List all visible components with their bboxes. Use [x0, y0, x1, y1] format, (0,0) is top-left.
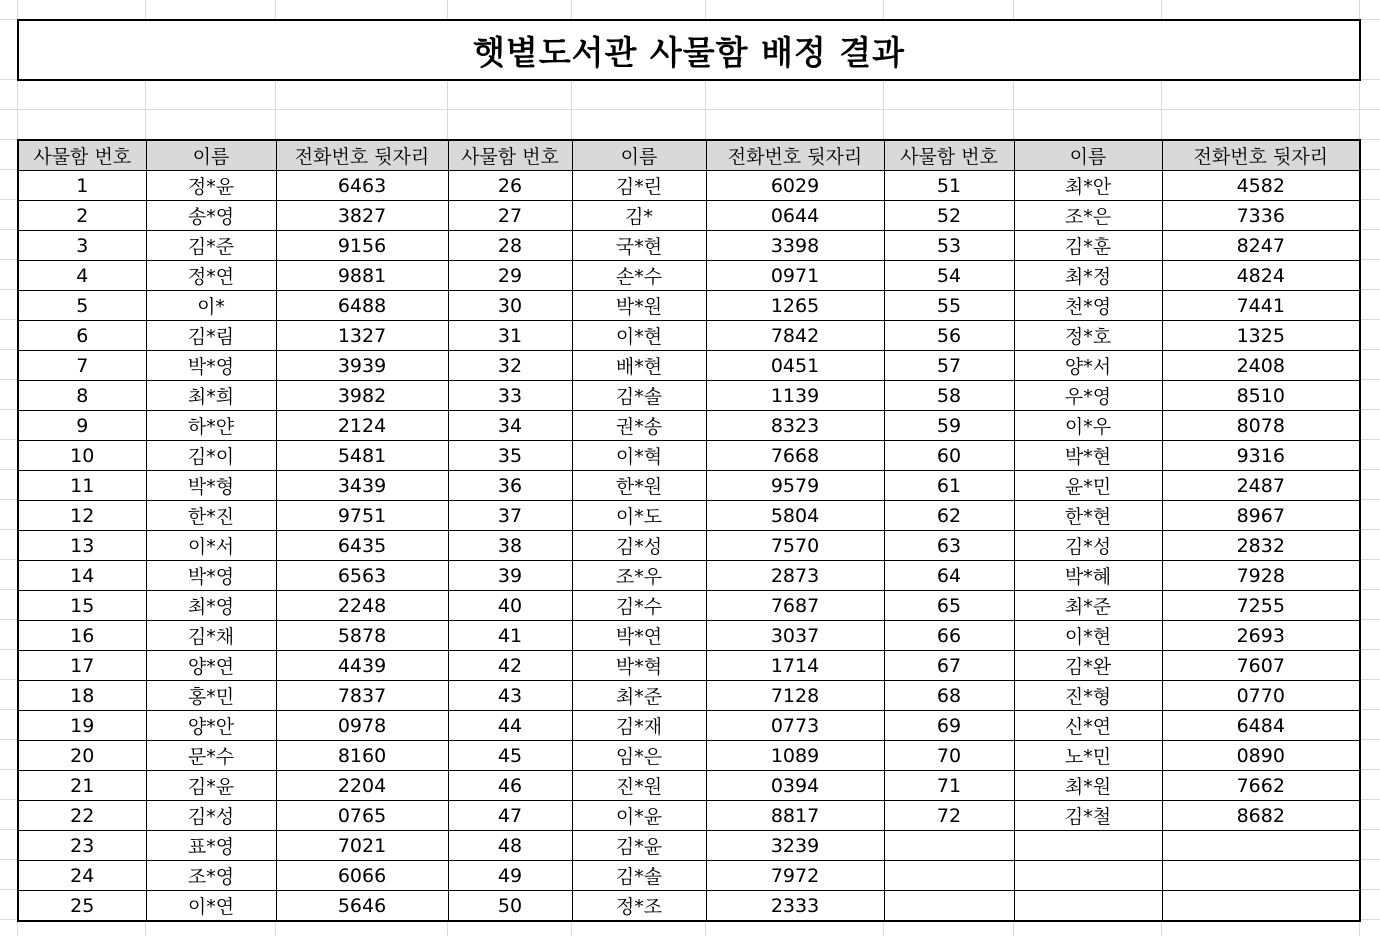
cell-phone-last-digits[interactable]: 5646	[276, 891, 448, 922]
cell-locker-number[interactable]: 64	[884, 561, 1014, 591]
cell-locker-number[interactable]: 21	[18, 771, 146, 801]
cell-phone-last-digits[interactable]: 8078	[1162, 411, 1360, 441]
cell-locker-number[interactable]: 57	[884, 351, 1014, 381]
cell-name[interactable]: 이*	[146, 291, 276, 321]
cell-name[interactable]: 최*원	[1014, 771, 1162, 801]
cell-name[interactable]: 김*윤	[572, 831, 706, 861]
cell-name[interactable]: 김*준	[146, 231, 276, 261]
cell-phone-last-digits[interactable]: 1325	[1162, 321, 1360, 351]
cell-phone-last-digits[interactable]: 2204	[276, 771, 448, 801]
cell-name[interactable]: 김*림	[146, 321, 276, 351]
cell-locker-number[interactable]: 43	[448, 681, 572, 711]
cell-phone-last-digits[interactable]: 7972	[706, 861, 884, 891]
cell-name[interactable]: 손*수	[572, 261, 706, 291]
header-row	[18, 140, 1360, 171]
cell-locker-number[interactable]: 9	[18, 411, 146, 441]
cell-name[interactable]: 김*솔	[572, 381, 706, 411]
cell-locker-number[interactable]: 54	[884, 261, 1014, 291]
cell-phone-last-digits[interactable]	[1162, 861, 1360, 891]
cell-name[interactable]: 박*원	[572, 291, 706, 321]
cell-phone-last-digits[interactable]: 6435	[276, 531, 448, 561]
cell-phone-last-digits[interactable]: 3939	[276, 351, 448, 381]
cell-phone-last-digits[interactable]: 7607	[1162, 651, 1360, 681]
cell-locker-number[interactable]: 4	[18, 261, 146, 291]
cell-phone-last-digits[interactable]: 2487	[1162, 471, 1360, 501]
cell-name[interactable]	[1014, 891, 1162, 922]
cell-locker-number[interactable]: 3	[18, 231, 146, 261]
cell-locker-number[interactable]: 62	[884, 501, 1014, 531]
cell-locker-number[interactable]: 52	[884, 201, 1014, 231]
cell-phone-last-digits[interactable]: 0978	[276, 711, 448, 741]
cell-name[interactable]: 김*성	[572, 531, 706, 561]
cell-name[interactable]: 김*성	[1014, 531, 1162, 561]
cell-name[interactable]: 이*우	[1014, 411, 1162, 441]
cell-phone-last-digits[interactable]: 0773	[706, 711, 884, 741]
cell-locker-number[interactable]: 7	[18, 351, 146, 381]
table-row	[18, 411, 1360, 441]
cell-phone-last-digits[interactable]: 3037	[706, 621, 884, 651]
table-row	[18, 351, 1360, 381]
table-row	[18, 291, 1360, 321]
table-row	[18, 381, 1360, 411]
locker-assignment-table	[17, 139, 1361, 922]
cell-name[interactable]: 최*안	[1014, 171, 1162, 201]
cell-phone-last-digits[interactable]: 7928	[1162, 561, 1360, 591]
cell-name[interactable]: 진*원	[572, 771, 706, 801]
cell-locker-number[interactable]: 61	[884, 471, 1014, 501]
cell-phone-last-digits[interactable]: 3439	[276, 471, 448, 501]
cell-name[interactable]: 김*린	[572, 171, 706, 201]
cell-phone-last-digits[interactable]: 6029	[706, 171, 884, 201]
table-row	[18, 201, 1360, 231]
cell-locker-number[interactable]: 40	[448, 591, 572, 621]
cell-locker-number[interactable]: 48	[448, 831, 572, 861]
cell-locker-number[interactable]: 47	[448, 801, 572, 831]
cell-locker-number[interactable]: 66	[884, 621, 1014, 651]
cell-locker-number[interactable]: 38	[448, 531, 572, 561]
cell-name[interactable]: 최*준	[1014, 591, 1162, 621]
table-row	[18, 801, 1360, 831]
cell-name[interactable]: 최*희	[146, 381, 276, 411]
cell-phone-last-digits[interactable]: 7021	[276, 831, 448, 861]
table-row	[18, 561, 1360, 591]
cell-phone-last-digits[interactable]: 4824	[1162, 261, 1360, 291]
cell-name[interactable]: 배*현	[572, 351, 706, 381]
cell-name[interactable]: 조*영	[146, 861, 276, 891]
cell-name[interactable]: 표*영	[146, 831, 276, 861]
cell-phone-last-digits[interactable]: 5878	[276, 621, 448, 651]
cell-locker-number[interactable]: 53	[884, 231, 1014, 261]
cell-phone-last-digits[interactable]	[1162, 891, 1360, 922]
cell-name[interactable]: 이*혁	[572, 441, 706, 471]
cell-phone-last-digits[interactable]: 1265	[706, 291, 884, 321]
cell-phone-last-digits[interactable]: 3239	[706, 831, 884, 861]
cell-name[interactable]: 이*서	[146, 531, 276, 561]
cell-name[interactable]: 하*얀	[146, 411, 276, 441]
cell-phone-last-digits[interactable]: 0971	[706, 261, 884, 291]
cell-locker-number[interactable]: 28	[448, 231, 572, 261]
cell-name[interactable]: 김*윤	[146, 771, 276, 801]
cell-phone-last-digits[interactable]: 9579	[706, 471, 884, 501]
cell-phone-last-digits[interactable]: 7662	[1162, 771, 1360, 801]
table-row	[18, 231, 1360, 261]
cell-phone-last-digits[interactable]: 0770	[1162, 681, 1360, 711]
cell-locker-number[interactable]: 33	[448, 381, 572, 411]
cell-locker-number[interactable]: 37	[448, 501, 572, 531]
cell-name[interactable]: 김*재	[572, 711, 706, 741]
cell-name[interactable]: 이*연	[146, 891, 276, 922]
cell-phone-last-digits[interactable]: 0765	[276, 801, 448, 831]
cell-locker-number[interactable]: 27	[448, 201, 572, 231]
cell-locker-number[interactable]: 63	[884, 531, 1014, 561]
cell-name[interactable]: 김*수	[572, 591, 706, 621]
cell-locker-number[interactable]: 32	[448, 351, 572, 381]
cell-name[interactable]: 이*현	[1014, 621, 1162, 651]
cell-phone-last-digits[interactable]: 9881	[276, 261, 448, 291]
cell-name[interactable]	[1014, 861, 1162, 891]
cell-locker-number[interactable]: 45	[448, 741, 572, 771]
cell-locker-number[interactable]: 51	[884, 171, 1014, 201]
cell-phone-last-digits[interactable]: 7668	[706, 441, 884, 471]
cell-name[interactable]: 권*송	[572, 411, 706, 441]
cell-locker-number[interactable]: 36	[448, 471, 572, 501]
cell-name[interactable]: 김*철	[1014, 801, 1162, 831]
cell-name[interactable]: 최*준	[572, 681, 706, 711]
table-row	[18, 261, 1360, 291]
cell-locker-number[interactable]: 25	[18, 891, 146, 922]
cell-name[interactable]: 이*윤	[572, 801, 706, 831]
cell-name[interactable]: 박*혁	[572, 651, 706, 681]
cell-locker-number[interactable]: 67	[884, 651, 1014, 681]
table-row	[18, 651, 1360, 681]
cell-name[interactable]: 양*안	[146, 711, 276, 741]
cell-phone-last-digits[interactable]: 2333	[706, 891, 884, 922]
cell-phone-last-digits[interactable]: 1714	[706, 651, 884, 681]
cell-locker-number[interactable]: 20	[18, 741, 146, 771]
cell-phone-last-digits[interactable]: 6484	[1162, 711, 1360, 741]
cell-name[interactable]: 김*완	[1014, 651, 1162, 681]
cell-locker-number[interactable]: 44	[448, 711, 572, 741]
table-row	[18, 741, 1360, 771]
cell-name[interactable]: 김*솔	[572, 861, 706, 891]
cell-locker-number[interactable]: 60	[884, 441, 1014, 471]
cell-phone-last-digits[interactable]: 2832	[1162, 531, 1360, 561]
cell-locker-number[interactable]: 55	[884, 291, 1014, 321]
cell-phone-last-digits[interactable]: 3982	[276, 381, 448, 411]
cell-phone-last-digits[interactable]: 9751	[276, 501, 448, 531]
cell-locker-number[interactable]	[884, 831, 1014, 861]
cell-name[interactable]: 박*현	[1014, 441, 1162, 471]
table-row	[18, 471, 1360, 501]
cell-name[interactable]: 김*	[572, 201, 706, 231]
cell-phone-last-digits[interactable]: 2124	[276, 411, 448, 441]
cell-locker-number[interactable]: 69	[884, 711, 1014, 741]
cell-name[interactable]	[1014, 831, 1162, 861]
cell-name[interactable]: 박*영	[146, 561, 276, 591]
table-row	[18, 531, 1360, 561]
cell-name[interactable]: 김*이	[146, 441, 276, 471]
header-name[interactable]: 이름	[572, 140, 706, 171]
cell-name[interactable]: 국*현	[572, 231, 706, 261]
cell-phone-last-digits[interactable]: 5804	[706, 501, 884, 531]
cell-locker-number[interactable]: 42	[448, 651, 572, 681]
cell-name[interactable]: 송*영	[146, 201, 276, 231]
header-name[interactable]: 이름	[1014, 140, 1162, 171]
cell-locker-number[interactable]: 23	[18, 831, 146, 861]
cell-name[interactable]: 정*조	[572, 891, 706, 922]
cell-phone-last-digits[interactable]: 3827	[276, 201, 448, 231]
table-row	[18, 861, 1360, 891]
cell-name[interactable]: 우*영	[1014, 381, 1162, 411]
table-row	[18, 321, 1360, 351]
table-row	[18, 831, 1360, 861]
cell-phone-last-digits[interactable]: 8323	[706, 411, 884, 441]
cell-locker-number[interactable]: 34	[448, 411, 572, 441]
table-row	[18, 501, 1360, 531]
cell-phone-last-digits[interactable]: 9156	[276, 231, 448, 261]
cell-phone-last-digits[interactable]: 5481	[276, 441, 448, 471]
header-locker-number[interactable]: 사물함 번호	[448, 140, 572, 171]
page-title: 햇볕도서관 사물함 배정 결과	[17, 19, 1361, 81]
cell-locker-number[interactable]: 65	[884, 591, 1014, 621]
header-locker-number[interactable]: 사물함 번호	[18, 140, 146, 171]
cell-locker-number[interactable]: 70	[884, 741, 1014, 771]
cell-phone-last-digits[interactable]: 8247	[1162, 231, 1360, 261]
header-phone-last-digits[interactable]: 전화번호 뒷자리	[276, 140, 448, 171]
cell-phone-last-digits[interactable]: 0644	[706, 201, 884, 231]
table-row	[18, 441, 1360, 471]
cell-name[interactable]: 신*연	[1014, 711, 1162, 741]
cell-locker-number[interactable]: 24	[18, 861, 146, 891]
cell-locker-number[interactable]: 68	[884, 681, 1014, 711]
cell-locker-number[interactable]: 71	[884, 771, 1014, 801]
cell-locker-number[interactable]: 17	[18, 651, 146, 681]
cell-phone-last-digits[interactable]: 8967	[1162, 501, 1360, 531]
cell-phone-last-digits[interactable]: 8682	[1162, 801, 1360, 831]
cell-phone-last-digits[interactable]: 1089	[706, 741, 884, 771]
cell-name[interactable]: 문*수	[146, 741, 276, 771]
cell-locker-number[interactable]: 49	[448, 861, 572, 891]
cell-locker-number[interactable]: 31	[448, 321, 572, 351]
cell-name[interactable]: 최*정	[1014, 261, 1162, 291]
cell-locker-number[interactable]: 1	[18, 171, 146, 201]
cell-phone-last-digits[interactable]: 9316	[1162, 441, 1360, 471]
cell-locker-number[interactable]: 12	[18, 501, 146, 531]
cell-locker-number[interactable]: 41	[448, 621, 572, 651]
cell-phone-last-digits[interactable]: 4582	[1162, 171, 1360, 201]
cell-locker-number[interactable]: 30	[448, 291, 572, 321]
header-phone-last-digits[interactable]: 전화번호 뒷자리	[706, 140, 884, 171]
cell-phone-last-digits[interactable]: 7570	[706, 531, 884, 561]
cell-locker-number[interactable]: 5	[18, 291, 146, 321]
cell-phone-last-digits[interactable]: 2408	[1162, 351, 1360, 381]
cell-name[interactable]: 최*영	[146, 591, 276, 621]
cell-phone-last-digits[interactable]: 1139	[706, 381, 884, 411]
cell-phone-last-digits[interactable]: 8817	[706, 801, 884, 831]
cell-locker-number[interactable]: 11	[18, 471, 146, 501]
table-row	[18, 891, 1360, 922]
cell-name[interactable]: 김*채	[146, 621, 276, 651]
cell-locker-number[interactable]: 13	[18, 531, 146, 561]
table-row	[18, 681, 1360, 711]
cell-phone-last-digits[interactable]: 7255	[1162, 591, 1360, 621]
cell-phone-last-digits[interactable]	[1162, 831, 1360, 861]
cell-phone-last-digits[interactable]: 6488	[276, 291, 448, 321]
cell-locker-number[interactable]: 16	[18, 621, 146, 651]
cell-locker-number[interactable]: 50	[448, 891, 572, 922]
cell-phone-last-digits[interactable]: 8160	[276, 741, 448, 771]
cell-phone-last-digits[interactable]: 1327	[276, 321, 448, 351]
cell-name[interactable]: 노*민	[1014, 741, 1162, 771]
cell-locker-number[interactable]: 8	[18, 381, 146, 411]
table-row	[18, 621, 1360, 651]
cell-phone-last-digits[interactable]: 0890	[1162, 741, 1360, 771]
cell-phone-last-digits[interactable]: 0451	[706, 351, 884, 381]
header-locker-number[interactable]: 사물함 번호	[884, 140, 1014, 171]
cell-name[interactable]: 김*훈	[1014, 231, 1162, 261]
cell-phone-last-digits[interactable]: 8510	[1162, 381, 1360, 411]
table-row	[18, 711, 1360, 741]
cell-name[interactable]: 진*형	[1014, 681, 1162, 711]
cell-locker-number[interactable]	[884, 891, 1014, 922]
table-row	[18, 591, 1360, 621]
cell-phone-last-digits[interactable]: 2873	[706, 561, 884, 591]
cell-name[interactable]: 천*영	[1014, 291, 1162, 321]
cell-name[interactable]: 윤*민	[1014, 471, 1162, 501]
cell-name[interactable]: 김*성	[146, 801, 276, 831]
cell-phone-last-digits[interactable]: 6463	[276, 171, 448, 201]
cell-name[interactable]: 이*현	[572, 321, 706, 351]
cell-locker-number[interactable]: 15	[18, 591, 146, 621]
cell-name[interactable]: 양*서	[1014, 351, 1162, 381]
cell-phone-last-digits[interactable]: 2248	[276, 591, 448, 621]
cell-phone-last-digits[interactable]: 7687	[706, 591, 884, 621]
cell-phone-last-digits[interactable]: 0394	[706, 771, 884, 801]
table-row	[18, 771, 1360, 801]
cell-name[interactable]: 박*연	[572, 621, 706, 651]
cell-name[interactable]: 조*우	[572, 561, 706, 591]
cell-phone-last-digits[interactable]: 7336	[1162, 201, 1360, 231]
cell-locker-number[interactable]: 10	[18, 441, 146, 471]
header-name[interactable]: 이름	[146, 140, 276, 171]
cell-name[interactable]: 이*도	[572, 501, 706, 531]
cell-locker-number[interactable]: 2	[18, 201, 146, 231]
cell-phone-last-digits[interactable]: 7837	[276, 681, 448, 711]
cell-locker-number[interactable]: 22	[18, 801, 146, 831]
cell-locker-number[interactable]: 18	[18, 681, 146, 711]
cell-locker-number[interactable]: 26	[448, 171, 572, 201]
table-row	[18, 171, 1360, 201]
cell-locker-number[interactable]: 35	[448, 441, 572, 471]
cell-name[interactable]: 박*형	[146, 471, 276, 501]
cell-phone-last-digits[interactable]: 2693	[1162, 621, 1360, 651]
cell-phone-last-digits[interactable]: 4439	[276, 651, 448, 681]
cell-locker-number[interactable]: 59	[884, 411, 1014, 441]
cell-locker-number[interactable]: 39	[448, 561, 572, 591]
cell-phone-last-digits[interactable]: 7441	[1162, 291, 1360, 321]
header-phone-last-digits[interactable]: 전화번호 뒷자리	[1162, 140, 1360, 171]
cell-phone-last-digits[interactable]: 6066	[276, 861, 448, 891]
cell-locker-number[interactable]: 6	[18, 321, 146, 351]
cell-name[interactable]: 홍*민	[146, 681, 276, 711]
cell-phone-last-digits[interactable]: 3398	[706, 231, 884, 261]
cell-locker-number[interactable]: 14	[18, 561, 146, 591]
cell-name[interactable]: 박*영	[146, 351, 276, 381]
cell-locker-number[interactable]: 72	[884, 801, 1014, 831]
cell-name[interactable]: 한*현	[1014, 501, 1162, 531]
cell-name[interactable]: 정*연	[146, 261, 276, 291]
cell-locker-number[interactable]: 29	[448, 261, 572, 291]
cell-locker-number[interactable]: 56	[884, 321, 1014, 351]
cell-name[interactable]: 박*혜	[1014, 561, 1162, 591]
cell-name[interactable]: 양*연	[146, 651, 276, 681]
cell-locker-number[interactable]: 58	[884, 381, 1014, 411]
cell-locker-number[interactable]	[884, 861, 1014, 891]
cell-name[interactable]: 조*은	[1014, 201, 1162, 231]
cell-name[interactable]: 정*윤	[146, 171, 276, 201]
cell-locker-number[interactable]: 19	[18, 711, 146, 741]
cell-name[interactable]: 임*은	[572, 741, 706, 771]
cell-name[interactable]: 한*진	[146, 501, 276, 531]
cell-name[interactable]: 정*호	[1014, 321, 1162, 351]
cell-phone-last-digits[interactable]: 6563	[276, 561, 448, 591]
cell-phone-last-digits[interactable]: 7128	[706, 681, 884, 711]
cell-phone-last-digits[interactable]: 7842	[706, 321, 884, 351]
cell-name[interactable]: 한*원	[572, 471, 706, 501]
cell-locker-number[interactable]: 46	[448, 771, 572, 801]
